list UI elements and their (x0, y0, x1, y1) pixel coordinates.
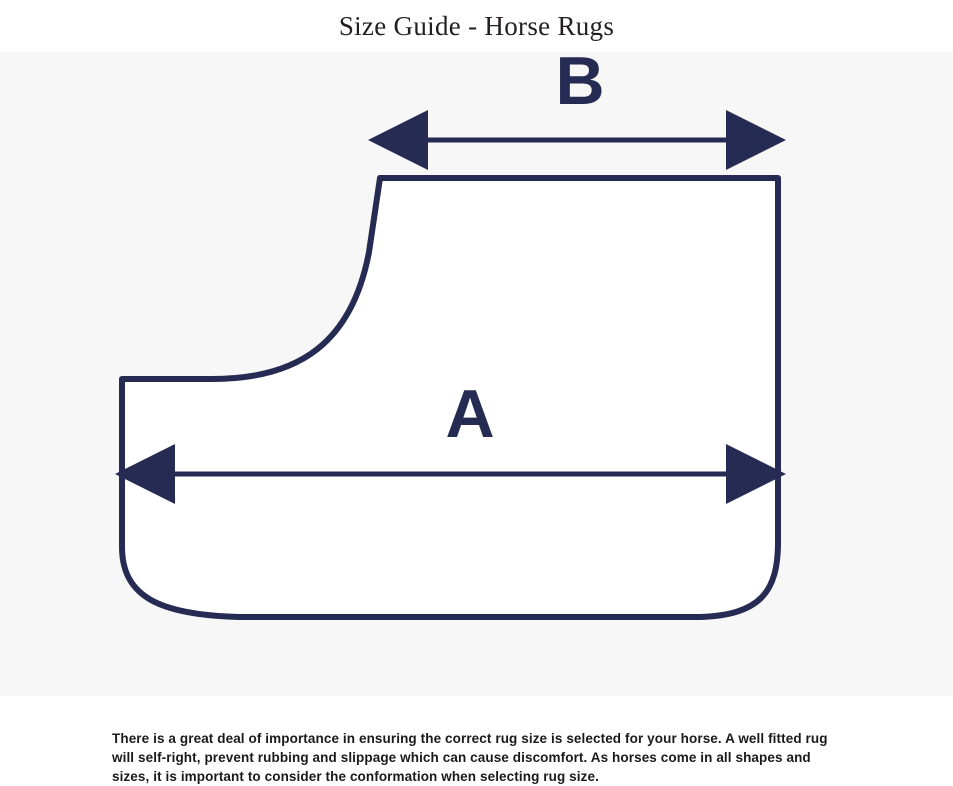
caption-text: There is a great deal of importance in ensuring the correct rug size is selected for your horse. A well fitted rug will self-right, prevent rubbing and slippage which can cause discomfort. As horses come in all shapes and sizes, it is important to consider the conformation when selecting rug size. (112, 730, 828, 784)
measurement-label-b: B (555, 52, 605, 119)
caption-panel (0, 696, 953, 784)
page-title-bar (0, 0, 953, 52)
rug-diagram (0, 52, 953, 696)
measurement-label-a: A (445, 376, 495, 452)
rug-diagram-panel (0, 52, 953, 696)
page-title: Size Guide - Horse Rugs (338, 10, 615, 41)
